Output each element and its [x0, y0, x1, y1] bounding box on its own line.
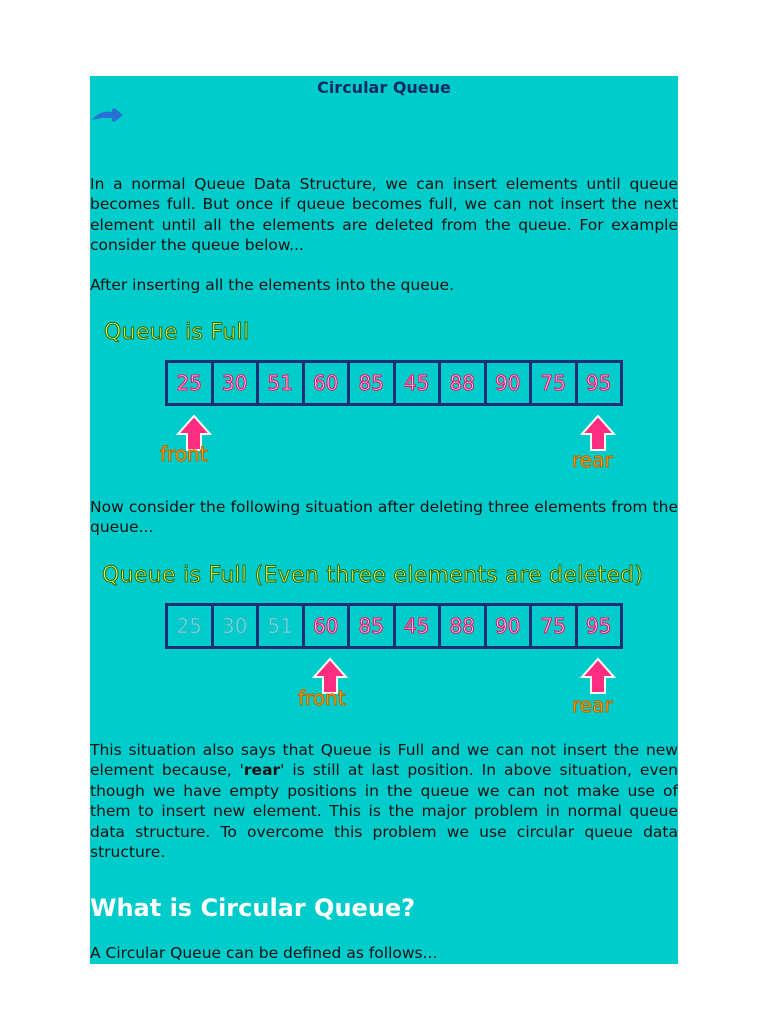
queue2-cell-2: 51 [259, 606, 302, 646]
rear-bold-term: rear [243, 761, 281, 780]
section-heading: What is Circular Queue? [90, 894, 416, 922]
queue2-cell-6: 88 [441, 606, 484, 646]
rear-label: rear [572, 448, 613, 472]
queue2-cell-8: 75 [532, 606, 575, 646]
queue1-cell-5: 45 [396, 363, 439, 403]
queue2-cell-4: 85 [350, 606, 393, 646]
queue1-cell-8: 75 [532, 363, 575, 403]
rear-label-2: rear [572, 693, 613, 717]
diagram1-title: Queue is Full [104, 320, 250, 345]
document-page [90, 76, 678, 964]
page-title: Circular Queue [317, 78, 451, 97]
queue2-cell-0: 25 [168, 606, 211, 646]
queue2-cell-3: 60 [305, 606, 348, 646]
double-chevron-right-icon[interactable] [90, 106, 124, 128]
queue1-cell-6: 88 [441, 363, 484, 403]
queue1-cell-4: 85 [350, 363, 393, 403]
intro-paragraph: In a normal Queue Data Structure, we can insert elements until queue becomes full. But once if queue becomes full, we can not insert the next element until all the elements are deleted from the queue. For example consider the queue below... [90, 175, 678, 255]
queue1-cell-3: 60 [305, 363, 348, 403]
queue2-cell-5: 45 [396, 606, 439, 646]
queue1-cell-0: 25 [168, 363, 211, 403]
queue1-cell-1: 30 [214, 363, 257, 403]
queue1-cell-2: 51 [259, 363, 302, 403]
situation-text-a: This situation also says that Queue is Full and we can not insert the new element because, ' [90, 741, 678, 780]
queue1-cell-7: 90 [487, 363, 530, 403]
queue-full-diagram [165, 360, 623, 406]
queue2-cell-7: 90 [487, 606, 530, 646]
situation-text-b: ' is still at last position. In above situation, even though we have empty positions in the queue we can not make use of them to insert new element. This is the major problem in normal queue data structure. To overcome this problem we use circular queue data structure. [90, 761, 678, 862]
situation-paragraph [90, 740, 678, 862]
queue1-cell-9: 95 [578, 363, 621, 403]
after-insert-paragraph: After inserting all the elements into the queue. [90, 276, 455, 294]
diagram2-title: Queue is Full (Even three elements are deleted) [102, 563, 644, 588]
front-label-2: front [298, 686, 346, 710]
queue2-cell-1: 30 [214, 606, 257, 646]
queue-deleted-diagram [165, 603, 623, 649]
front-label: front [160, 442, 208, 466]
queue2-cell-9: 95 [578, 606, 621, 646]
deleting-three-paragraph: Now consider the following situation after deleting three elements from the queue... [90, 498, 678, 537]
defined-paragraph: A Circular Queue can be defined as follows... [90, 944, 438, 962]
